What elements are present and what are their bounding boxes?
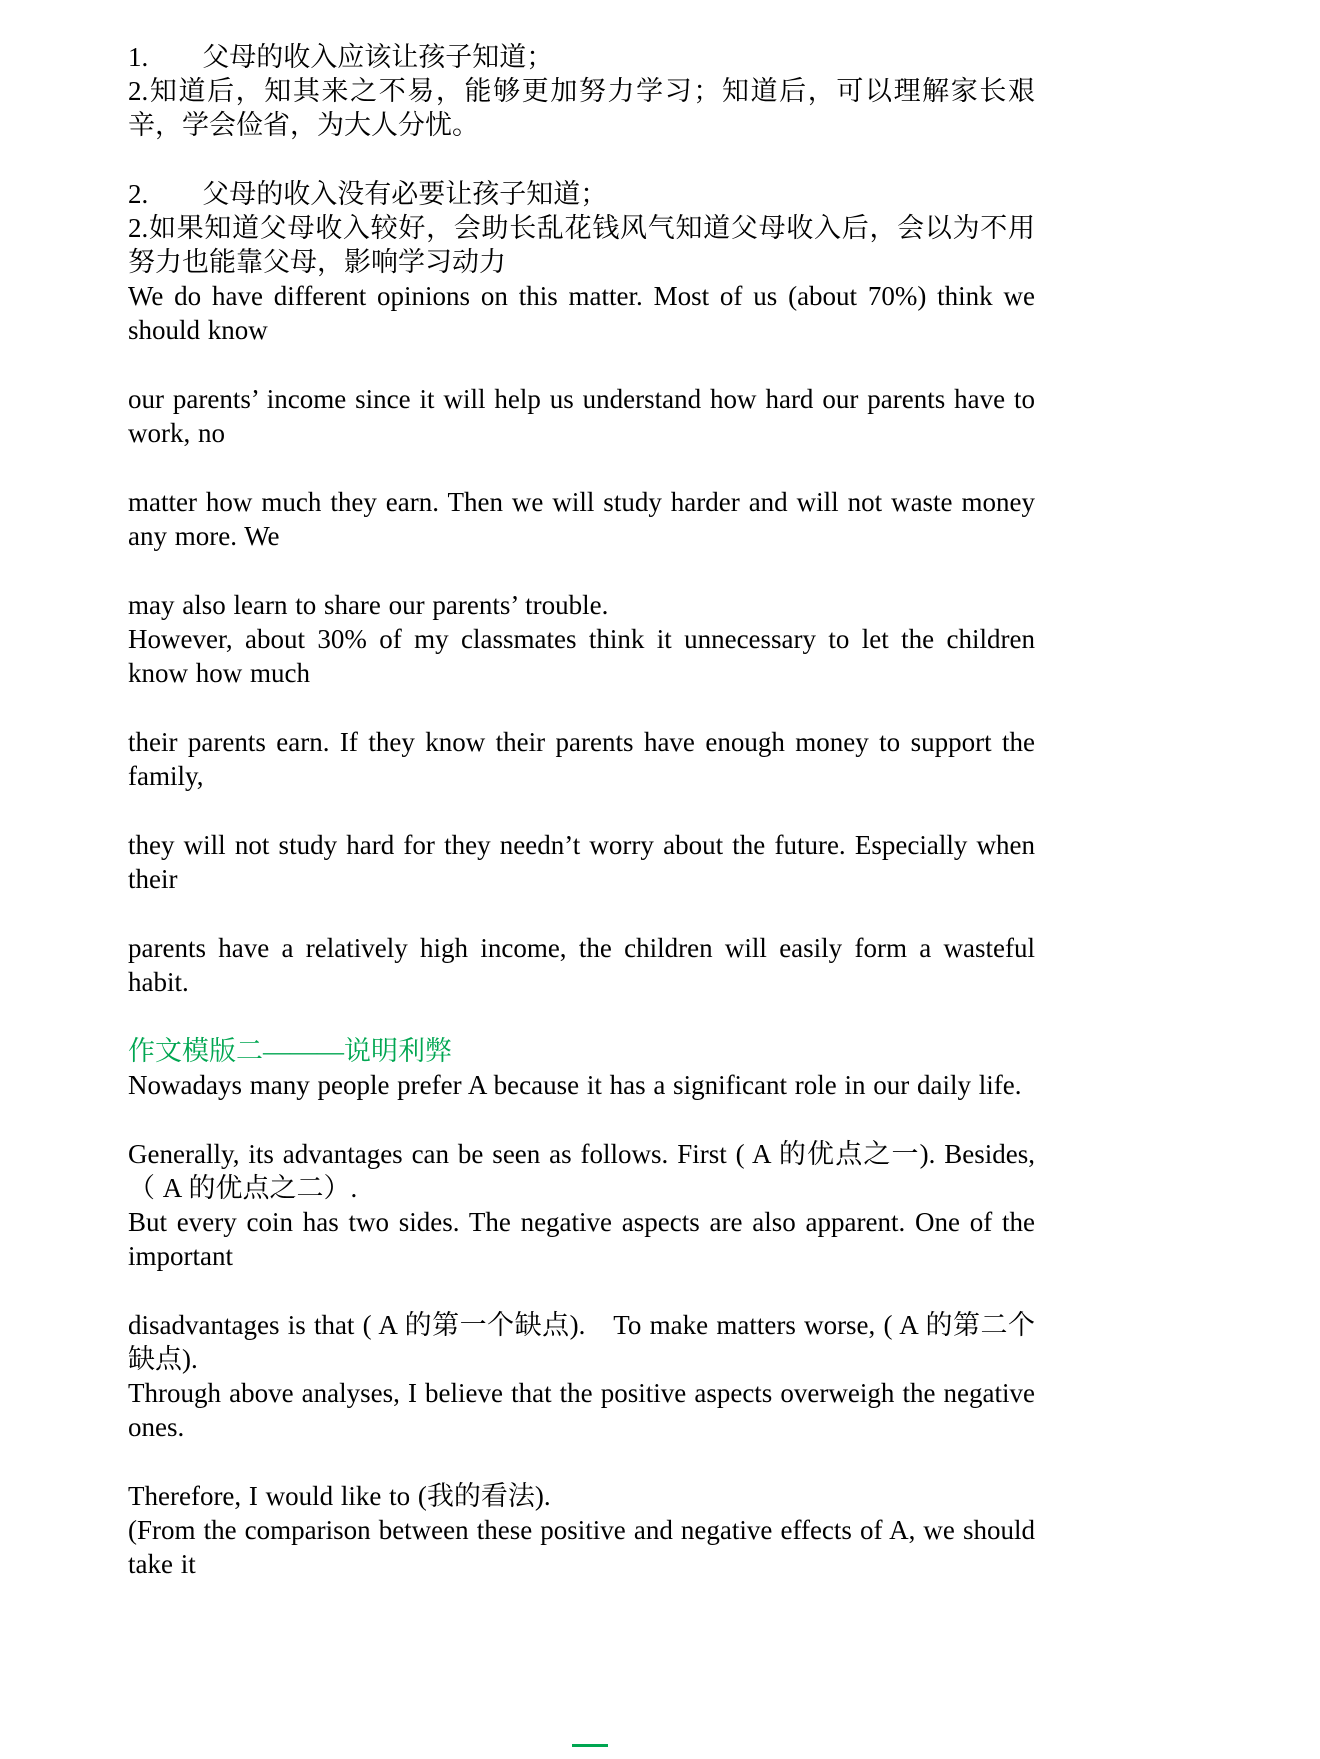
paragraph: 2.如果知道父母收入较好，会助长乱花钱风气知道父母收入后，会以为不用努力也能靠父母，影响学习动力 <box>128 213 1035 277</box>
paragraph: Therefore, I would like to (我的看法). <box>128 1481 551 1511</box>
paragraph: disadvantages is that ( A 的第一个缺点). To make matters worse, ( A 的第二个缺点). <box>128 1310 1035 1374</box>
section-heading: 作文模版二———说明利弊 <box>128 1036 452 1066</box>
paragraph: We do have different opinions on this matter. Most of us (about 70%) think we should know <box>128 281 1035 345</box>
paragraph: our parents’ income since it will help us understand how hard our parents have to work, no <box>128 384 1035 448</box>
paragraph: 2.知道后，知其来之不易，能够更加努力学习；知道后，可以理解家长艰辛，学会俭省，为大人分忧。 <box>128 76 1035 140</box>
paragraph: may also learn to share our parents’ trouble. <box>128 590 609 620</box>
paragraph: they will not study hard for they needn’t worry about the future. Especially when their <box>128 830 1035 894</box>
paragraph: matter how much they earn. Then we will study harder and will not waste money any more. We <box>128 487 1035 551</box>
paragraph: Through above analyses, I believe that the positive aspects overweigh the negative ones. <box>128 1378 1035 1442</box>
paragraph: 2. 父母的收入没有必要让孩子知道； <box>128 179 608 209</box>
paragraph: their parents earn. If they know their parents have enough money to support the family, <box>128 727 1035 791</box>
paragraph: Nowadays many people prefer A because it has a significant role in our daily life. <box>128 1070 1022 1100</box>
paragraph: But every coin has two sides. The negative aspects are also apparent. One of the important <box>128 1207 1035 1271</box>
paragraph: Generally, its advantages can be seen as follows. First ( A 的优点之一). Besides,（ A 的优点之二）. <box>128 1139 1035 1203</box>
paragraph: However, about 30% of my classmates think it unnecessary to let the children know how much <box>128 624 1035 688</box>
paragraph: parents have a relatively high income, the children will easily form a wasteful habit. <box>128 933 1035 997</box>
page-bottom-mark <box>572 1744 608 1747</box>
document-body <box>128 40 1035 1581</box>
paragraph: (From the comparison between these positive and negative effects of A, we should take it <box>128 1515 1035 1579</box>
paragraph: 1. 父母的收入应该让孩子知道； <box>128 42 554 72</box>
